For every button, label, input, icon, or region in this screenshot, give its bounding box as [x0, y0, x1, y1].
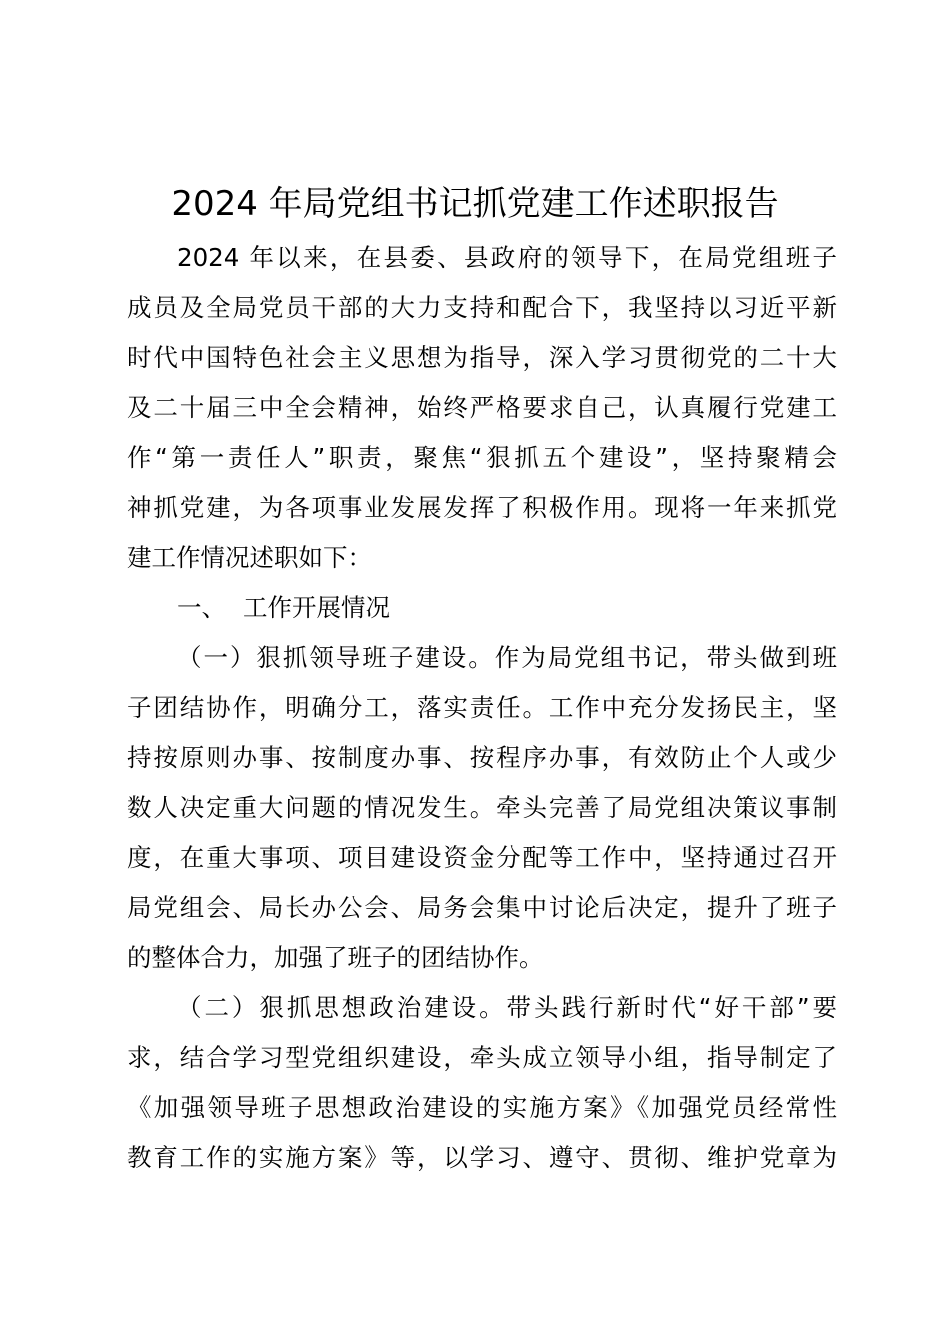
intro-line-7: 建工作情况述职如下：	[127, 543, 372, 572]
section-heading-1	[127, 583, 837, 633]
intro-line-2: 成员及全局党员干部的大力支持和配合下，我坚持以习近平新	[127, 293, 837, 322]
intro-paragraph	[127, 233, 837, 583]
para1-line-7: 的整体合力，加强了班子的团结协作。	[127, 943, 544, 972]
intro-line-5: 作“第一责任人”职责，聚焦“狠抓五个建设”，坚持聚精会	[127, 443, 837, 472]
para1-line-5: 度，在重大事项、项目建设资金分配等工作中，坚持通过召开	[127, 843, 837, 872]
section-number: 一、	[177, 593, 226, 622]
document-body	[127, 233, 837, 1183]
paragraph-leadership	[127, 633, 837, 983]
para1-line-3: 持按原则办事、按制度办事、按程序办事，有效防止个人或少	[127, 743, 837, 772]
document-title: 2024 年局党组书记抓党建工作述职报告	[171, 184, 779, 224]
paragraph-ideology	[127, 983, 837, 1183]
section-title: 工作开展情况	[243, 593, 390, 622]
intro-line-3: 时代中国特色社会主义思想为指导，深入学习贯彻党的二十大	[127, 343, 837, 372]
para1-line-1: （一）狠抓领导班子建设。作为局党组书记，带头做到班	[177, 643, 837, 672]
intro-line-1: 2024 年以来，在县委、县政府的领导下，在局党组班子	[177, 243, 837, 272]
para1-line-2: 子团结协作，明确分工，落实责任。工作中充分发扬民主，坚	[127, 693, 837, 722]
para2-line-1: （二）狠抓思想政治建设。带头践行新时代“好干部”要	[177, 993, 837, 1022]
para2-line-4: 教育工作的实施方案》等，以学习、遵守、贯彻、维护党章为	[127, 1143, 837, 1172]
para1-line-4: 数人决定重大问题的情况发生。牵头完善了局党组决策议事制	[127, 793, 837, 822]
para2-line-3: 《加强领导班子思想政治建设的实施方案》《加强党员经常性	[127, 1093, 837, 1122]
para1-line-6: 局党组会、局长办公会、局务会集中讨论后决定，提升了班子	[127, 893, 837, 922]
intro-line-4: 及二十届三中全会精神，始终严格要求自己，认真履行党建工	[127, 393, 837, 422]
para2-line-2: 求，结合学习型党组织建设，牵头成立领导小组，指导制定了	[127, 1043, 837, 1072]
intro-line-6: 神抓党建，为各项事业发展发挥了积极作用。现将一年来抓党	[127, 493, 837, 522]
